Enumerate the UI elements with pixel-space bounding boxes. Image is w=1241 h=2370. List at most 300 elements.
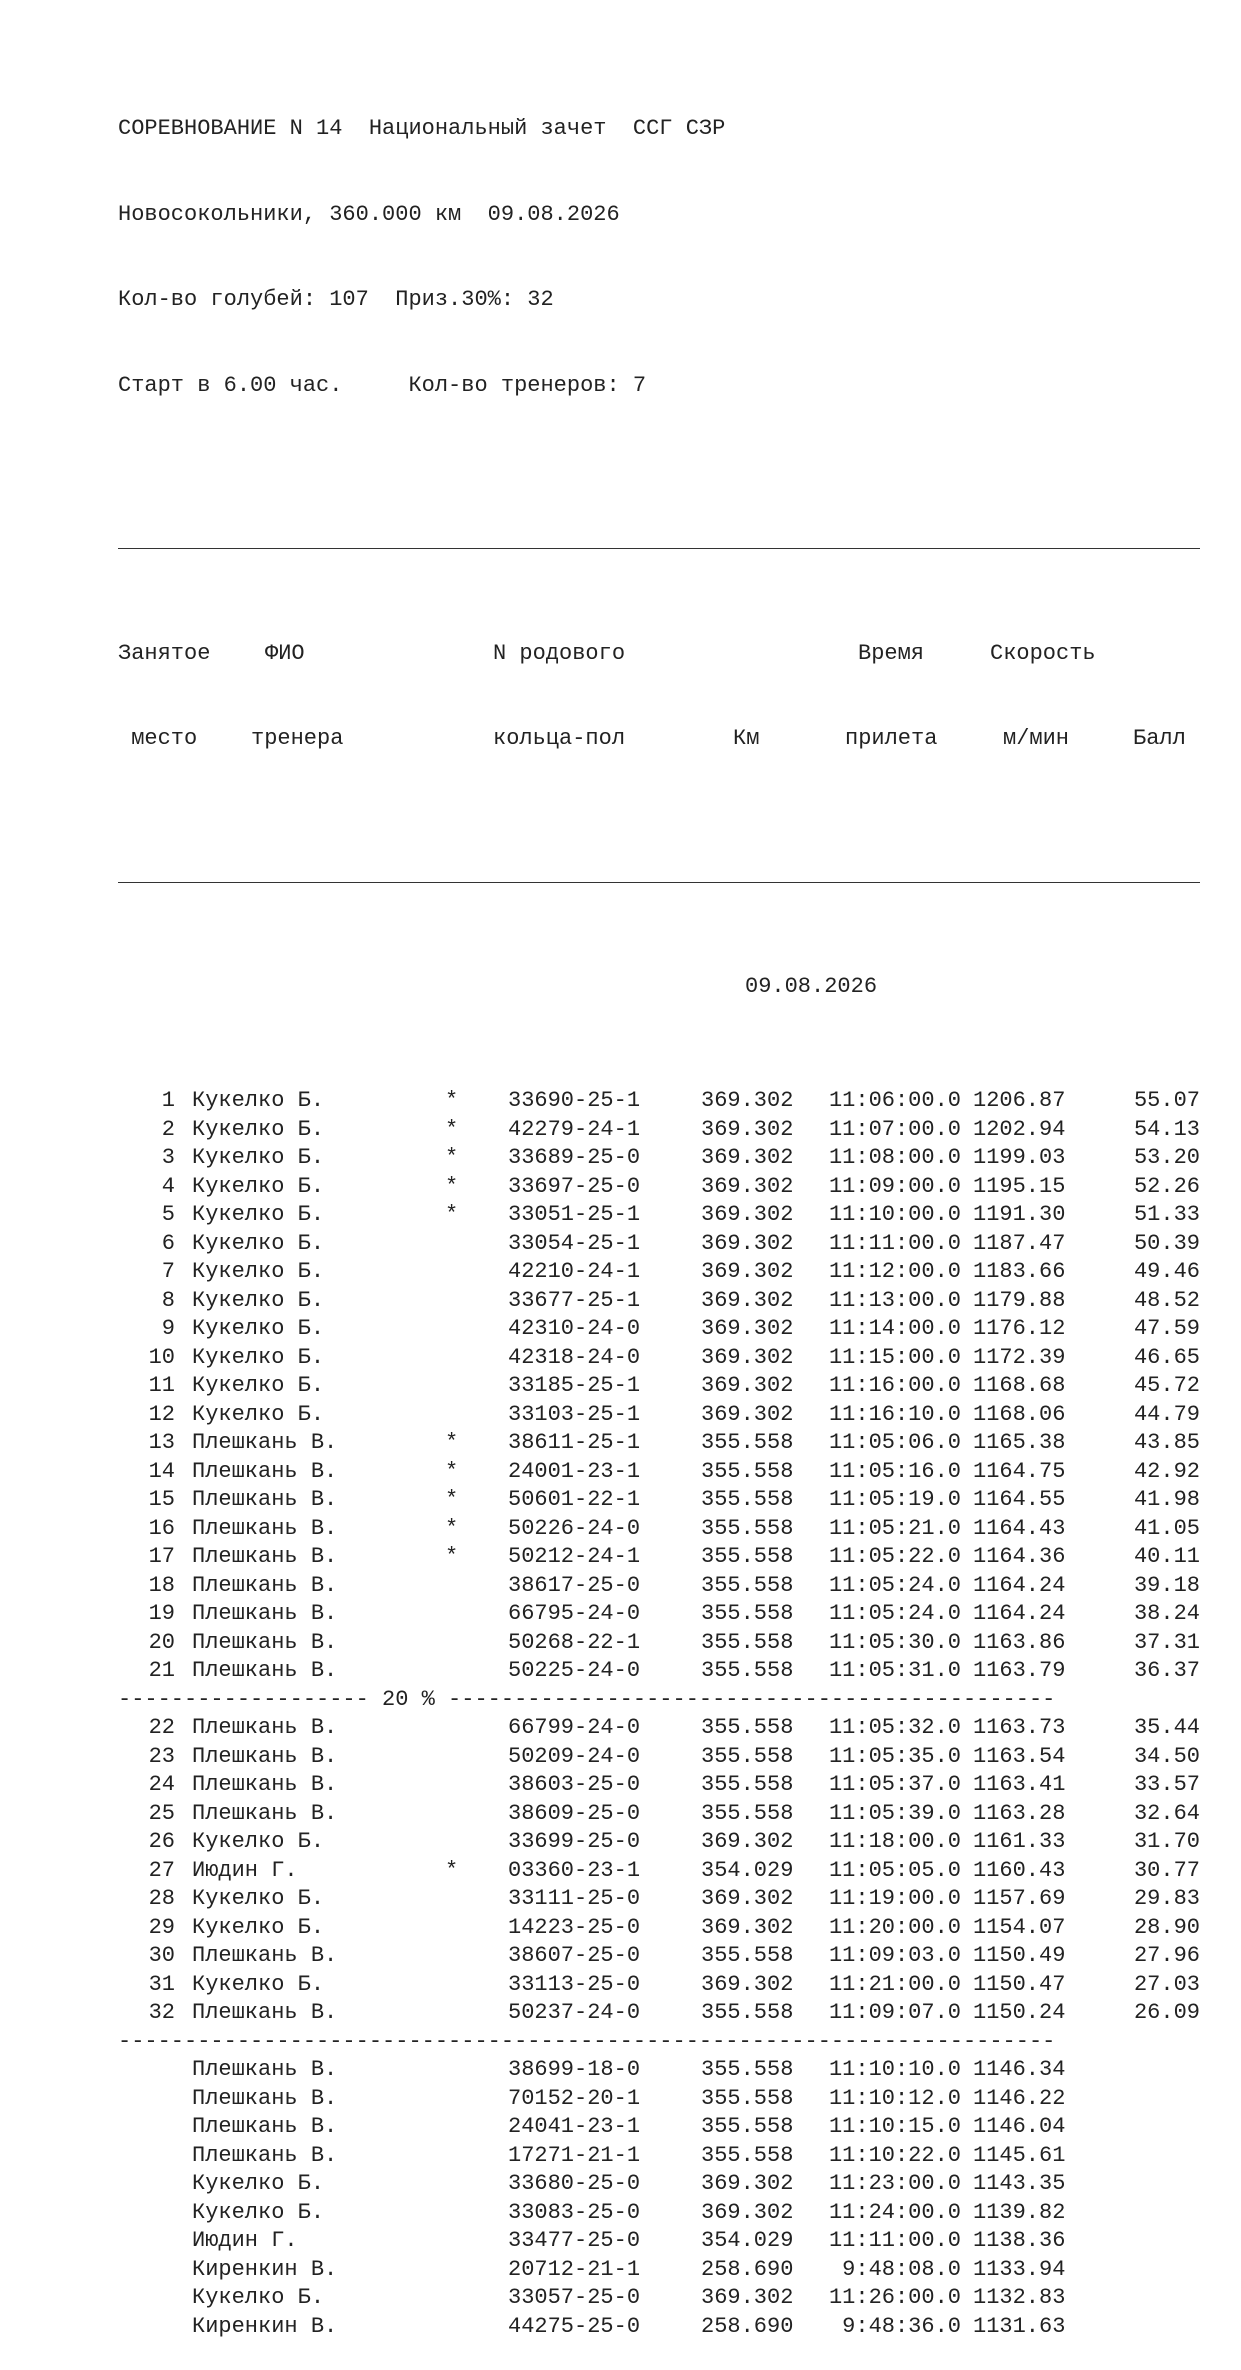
cell-points: 40.11 — [1133, 1544, 1200, 1569]
table-row — [118, 1914, 1200, 1943]
cell-km: 355.558 — [701, 2000, 794, 2025]
cell-km: 355.558 — [701, 1743, 794, 1769]
cell-km: 355.558 — [701, 2142, 794, 2168]
table-row — [118, 2142, 1066, 2171]
cell-star: * — [445, 1202, 459, 1227]
cell-name: Плешкань В. — [192, 1601, 338, 1626]
cell-speed: 1164.75 — [973, 1458, 1066, 1484]
cell-name: Плешкань В. — [192, 1515, 338, 1541]
cell-km: 355.558 — [701, 1458, 794, 1484]
cell-name: Плешкань В. — [192, 1458, 338, 1484]
cell-points: 43.85 — [1133, 1430, 1200, 1455]
cell-points: 30.77 — [1133, 1857, 1200, 1883]
cell-ring: 42279-24-1 — [508, 1116, 641, 1142]
cell-name: Кукелко Б. — [192, 1886, 325, 1911]
cell-star: * — [445, 1515, 459, 1541]
cell-km: 369.302 — [701, 1145, 794, 1170]
cell-km: 354.029 — [701, 2228, 794, 2253]
cell-place: 25 — [148, 1800, 175, 1826]
cell-ring: 70152-20-1 — [508, 2085, 641, 2111]
cell-points: 41.05 — [1133, 1515, 1200, 1541]
cell-place: 16 — [148, 1515, 175, 1541]
cell-points: 46.65 — [1133, 1344, 1200, 1370]
cell-speed: 1187.47 — [973, 1230, 1066, 1256]
cell-star: * — [445, 1857, 459, 1883]
cell-time: 11:05:24.0 — [828, 1572, 961, 1598]
cell-time: 11:15:00.0 — [828, 1344, 961, 1370]
cell-name: Киренкин В. — [192, 2313, 338, 2339]
cell-time: 11:10:12.0 — [828, 2085, 961, 2111]
cell-time: 11:09:00.0 — [828, 1173, 961, 1199]
cell-name: Июдин Г. — [192, 2228, 298, 2253]
cell-time: 11:20:00.0 — [828, 1914, 961, 1940]
cell-km: 355.558 — [701, 1601, 794, 1626]
cell-km: 355.558 — [701, 2114, 794, 2139]
table-row — [118, 1657, 1200, 1686]
cell-ring: 33690-25-1 — [508, 1088, 641, 1113]
table-row — [118, 2085, 1066, 2114]
cell-place: 10 — [148, 1344, 175, 1370]
cell-name: Плешкань В. — [192, 1715, 338, 1740]
cell-km: 369.302 — [701, 1344, 794, 1370]
cell-ring: 42318-24-0 — [508, 1344, 641, 1370]
cell-name: Плешкань В. — [192, 1487, 338, 1512]
cell-name: Плешкань В. — [192, 1800, 338, 1826]
table-row — [118, 2113, 1066, 2142]
header-location: Новосокольники, 360.000 км 09.08.2026 — [118, 201, 620, 227]
cell-place: 13 — [148, 1430, 175, 1455]
cell-place: 20 — [148, 1629, 175, 1655]
cell-place: 28 — [148, 1886, 175, 1911]
cell-ring: 38699-18-0 — [508, 2057, 641, 2082]
separator-line — [118, 2028, 1056, 2057]
cell-speed: 1163.79 — [973, 1658, 1066, 1683]
cell-name: Киренкин В. — [192, 2256, 338, 2282]
cell-ring: 33113-25-0 — [508, 1971, 641, 1997]
separator-text: ----------------------------------------------------------------------- — [118, 2028, 1056, 2054]
cell-km: 355.558 — [701, 1572, 794, 1598]
cell-km: 369.302 — [701, 1230, 794, 1256]
table-row — [118, 1287, 1200, 1316]
cell-ring: 66799-24-0 — [508, 1715, 641, 1740]
cell-points: 54.13 — [1133, 1116, 1200, 1142]
cell-name: Кукелко Б. — [192, 1202, 325, 1227]
cell-speed: 1168.68 — [973, 1373, 1066, 1398]
table-row — [118, 1771, 1200, 1800]
cell-points: 38.24 — [1133, 1601, 1200, 1626]
col-speed-label: Скорость — [990, 640, 1096, 666]
col-km-label: Км — [733, 726, 760, 751]
cell-place: 11 — [148, 1373, 175, 1398]
cell-ring: 33057-25-0 — [508, 2285, 641, 2310]
table-row — [118, 1201, 1200, 1230]
table-row — [118, 2313, 1066, 2342]
cell-speed: 1172.39 — [973, 1344, 1066, 1370]
table-row — [118, 2227, 1066, 2256]
col-time-label: Время — [858, 640, 925, 666]
cell-place: 1 — [161, 1088, 175, 1113]
cell-ring: 33477-25-0 — [508, 2228, 641, 2253]
table-row — [118, 1857, 1200, 1886]
cell-speed: 1163.28 — [973, 1800, 1066, 1826]
cell-ring: 03360-23-1 — [508, 1857, 641, 1883]
cell-speed: 1183.66 — [973, 1259, 1066, 1284]
cell-name: Плешкань В. — [192, 2000, 338, 2025]
cell-points: 50.39 — [1133, 1230, 1200, 1256]
cell-points: 31.70 — [1133, 1829, 1200, 1854]
cell-ring: 38617-25-0 — [508, 1572, 641, 1598]
cell-name: Кукелко Б. — [192, 2199, 325, 2225]
cell-speed: 1199.03 — [973, 1145, 1066, 1170]
cell-name: Плешкань В. — [192, 2085, 338, 2111]
cell-ring: 42310-24-0 — [508, 1316, 641, 1341]
cell-speed: 1164.24 — [973, 1572, 1066, 1598]
table-row — [118, 1714, 1200, 1743]
cell-km: 355.558 — [701, 1800, 794, 1826]
table-row — [118, 1942, 1200, 1971]
cell-points: 26.09 — [1133, 2000, 1200, 2025]
cell-speed: 1132.83 — [973, 2285, 1066, 2310]
separator-text: ------------------- 20 % ---------------------------------------------- — [118, 1686, 1056, 1712]
cell-ring: 33083-25-0 — [508, 2199, 641, 2225]
table-row — [118, 2256, 1066, 2285]
table-row — [118, 2199, 1066, 2228]
cell-time: 11:05:37.0 — [828, 1772, 961, 1797]
cell-place: 9 — [161, 1316, 175, 1341]
cell-place: 5 — [161, 1202, 175, 1227]
cell-km: 369.302 — [701, 1202, 794, 1227]
col-place-label-2: место — [118, 726, 198, 751]
cell-speed: 1163.54 — [973, 1743, 1066, 1769]
cell-speed: 1195.15 — [973, 1173, 1066, 1199]
cell-speed: 1133.94 — [973, 2256, 1066, 2282]
cell-name: Кукелко Б. — [192, 1173, 325, 1199]
cell-km: 369.302 — [701, 2285, 794, 2310]
cell-place: 6 — [161, 1230, 175, 1256]
cell-time: 11:09:07.0 — [828, 2000, 961, 2025]
cell-place: 27 — [148, 1857, 175, 1883]
cell-km: 369.302 — [701, 1316, 794, 1341]
cell-speed: 1163.86 — [973, 1629, 1066, 1655]
cell-place: 30 — [148, 1943, 175, 1968]
cell-speed: 1163.41 — [973, 1772, 1066, 1797]
cell-speed: 1131.63 — [973, 2313, 1066, 2339]
cell-ring: 33054-25-1 — [508, 1230, 641, 1256]
cell-ring: 14223-25-0 — [508, 1914, 641, 1940]
cell-speed: 1150.47 — [973, 1971, 1066, 1997]
cell-place: 26 — [148, 1829, 175, 1854]
table-row — [118, 1600, 1200, 1629]
cell-place: 19 — [148, 1601, 175, 1626]
table-row — [118, 1116, 1200, 1145]
cell-place: 22 — [148, 1715, 175, 1740]
cell-ring: 38603-25-0 — [508, 1772, 641, 1797]
header-title: СОРЕВНОВАНИЕ N 14 Национальный зачет ССГ СЗР — [118, 116, 726, 141]
cell-ring: 50601-22-1 — [508, 1487, 641, 1512]
cell-name: Кукелко Б. — [192, 1088, 325, 1113]
cell-ring: 33689-25-0 — [508, 1145, 641, 1170]
cell-name: Июдин Г. — [192, 1857, 298, 1883]
cell-km: 369.302 — [701, 2199, 794, 2225]
cell-time: 11:09:03.0 — [828, 1943, 961, 1968]
cell-place: 24 — [148, 1772, 175, 1797]
cell-points: 35.44 — [1133, 1715, 1200, 1740]
cell-points: 45.72 — [1133, 1373, 1200, 1398]
cell-points: 27.96 — [1133, 1943, 1200, 1968]
col-speed-label-2: м/мин — [1003, 726, 1070, 751]
cell-time: 11:05:32.0 — [828, 1715, 961, 1740]
cell-km: 369.302 — [701, 1259, 794, 1284]
table-row — [118, 1572, 1200, 1601]
cell-time: 11:21:00.0 — [828, 1971, 961, 1997]
table-row — [118, 2056, 1066, 2085]
cell-name: Плешкань В. — [192, 1743, 338, 1769]
cell-place: 18 — [148, 1572, 175, 1598]
col-time-label-2: прилета — [845, 726, 938, 751]
cell-points: 27.03 — [1133, 1971, 1200, 1997]
table-row — [118, 1144, 1200, 1173]
cell-time: 11:05:21.0 — [828, 1515, 961, 1541]
cell-ring: 38607-25-0 — [508, 1943, 641, 1968]
table-row — [118, 1543, 1200, 1572]
cell-speed: 1165.38 — [973, 1430, 1066, 1455]
cell-km: 355.558 — [701, 1544, 794, 1569]
cell-place: 21 — [148, 1658, 175, 1683]
cell-time: 11:05:22.0 — [828, 1544, 961, 1569]
cell-name: Кукелко Б. — [192, 1116, 325, 1142]
cell-name: Кукелко Б. — [192, 1316, 325, 1341]
cell-points: 41.98 — [1133, 1487, 1200, 1512]
cell-time: 9:48:36.0 — [842, 2313, 961, 2339]
cell-km: 355.558 — [701, 1715, 794, 1740]
cell-speed: 1168.06 — [973, 1401, 1066, 1427]
cell-speed: 1202.94 — [973, 1116, 1066, 1142]
table-row — [118, 1800, 1200, 1829]
cell-points: 39.18 — [1133, 1572, 1200, 1598]
cell-time: 11:08:00.0 — [828, 1145, 961, 1170]
cell-time: 11:16:10.0 — [828, 1401, 961, 1427]
cell-points: 49.46 — [1133, 1259, 1200, 1284]
cell-star: * — [445, 1487, 459, 1512]
cell-name: Плешкань В. — [192, 1544, 338, 1569]
cell-points: 42.92 — [1133, 1458, 1200, 1484]
cell-time: 11:05:30.0 — [828, 1629, 961, 1655]
cell-ring: 50237-24-0 — [508, 2000, 641, 2025]
date-label: 09.08.2026 — [745, 974, 878, 999]
header-rule — [118, 876, 725, 888]
cell-time: 11:06:00.0 — [828, 1088, 961, 1113]
cell-time: 11:10:15.0 — [828, 2114, 961, 2139]
cell-ring: 50225-24-0 — [508, 1658, 641, 1683]
cell-time: 11:05:06.0 — [828, 1430, 961, 1455]
cell-km: 355.558 — [701, 2057, 794, 2082]
cell-time: 11:18:00.0 — [828, 1829, 961, 1854]
table-row — [118, 1173, 1200, 1202]
cell-place: 14 — [148, 1458, 175, 1484]
cell-speed: 1145.61 — [973, 2142, 1066, 2168]
cell-time: 11:23:00.0 — [828, 2171, 961, 2196]
cell-name: Плешкань В. — [192, 2057, 338, 2082]
results-document — [118, 58, 1200, 2370]
cell-points: 32.64 — [1133, 1800, 1200, 1826]
cell-star: * — [445, 1145, 459, 1170]
table-row — [118, 1515, 1200, 1544]
table-row — [118, 1885, 1200, 1914]
cell-place: 7 — [161, 1259, 175, 1284]
cell-ring: 33103-25-1 — [508, 1401, 641, 1427]
column-header-row-2 — [118, 725, 1186, 754]
cell-speed: 1146.22 — [973, 2085, 1066, 2111]
col-place-label: Занятое — [118, 640, 211, 666]
table-row — [118, 1315, 1200, 1344]
cell-points: 36.37 — [1133, 1658, 1200, 1683]
cell-ring: 66795-24-0 — [508, 1601, 641, 1626]
column-header-row-1 — [118, 640, 1096, 669]
cell-time: 11:05:39.0 — [828, 1800, 961, 1826]
cell-km: 369.302 — [701, 1373, 794, 1398]
col-points-label: Балл — [1133, 726, 1186, 751]
cell-points: 28.90 — [1133, 1914, 1200, 1940]
cell-time: 11:19:00.0 — [828, 1886, 961, 1911]
cell-ring: 20712-21-1 — [508, 2256, 641, 2282]
cell-time: 11:12:00.0 — [828, 1259, 961, 1284]
cell-km: 355.558 — [701, 1515, 794, 1541]
cell-km: 369.302 — [701, 2171, 794, 2196]
table-row — [118, 2284, 1066, 2313]
cell-time: 11:05:16.0 — [828, 1458, 961, 1484]
cell-name: Плешкань В. — [192, 1572, 338, 1598]
cell-name: Плешкань В. — [192, 1943, 338, 1968]
cell-points: 55.07 — [1133, 1088, 1200, 1113]
cell-name: Кукелко Б. — [192, 2285, 325, 2310]
cell-name: Плешкань В. — [192, 2114, 338, 2139]
cell-ring: 24001-23-1 — [508, 1458, 641, 1484]
cell-ring: 33699-25-0 — [508, 1829, 641, 1854]
cell-name: Плешкань В. — [192, 1658, 338, 1683]
cell-speed: 1150.49 — [973, 1943, 1066, 1968]
cell-place: 31 — [148, 1971, 175, 1997]
cell-km: 369.302 — [701, 1173, 794, 1199]
cell-place: 23 — [148, 1743, 175, 1769]
cell-name: Кукелко Б. — [192, 1230, 325, 1256]
cell-time: 11:16:00.0 — [828, 1373, 961, 1398]
cell-km: 369.302 — [701, 1886, 794, 1911]
table-row — [118, 1486, 1200, 1515]
cell-place: 8 — [161, 1287, 175, 1313]
cell-km: 369.302 — [701, 1971, 794, 1997]
header-start: Старт в 6.00 час. Кол-во тренеров: 7 — [118, 372, 647, 398]
table-row — [118, 1258, 1200, 1287]
table-row — [118, 1087, 1200, 1116]
cell-speed: 1146.04 — [973, 2114, 1066, 2139]
cell-km: 354.029 — [701, 1857, 794, 1883]
cell-km: 369.302 — [701, 1401, 794, 1427]
cell-speed: 1150.24 — [973, 2000, 1066, 2025]
cell-ring: 42210-24-1 — [508, 1259, 641, 1284]
cell-name: Кукелко Б. — [192, 1145, 325, 1170]
cell-ring: 38611-25-1 — [508, 1430, 641, 1455]
cell-time: 11:05:19.0 — [828, 1487, 961, 1512]
cell-place: 3 — [161, 1145, 175, 1170]
cell-km: 355.558 — [701, 1772, 794, 1797]
cell-time: 11:10:10.0 — [828, 2057, 961, 2082]
cell-km: 258.690 — [701, 2313, 794, 2339]
cell-ring: 44275-25-0 — [508, 2313, 641, 2339]
results-table — [118, 1087, 1200, 2341]
cell-km: 355.558 — [701, 1487, 794, 1512]
cell-km: 258.690 — [701, 2256, 794, 2282]
cell-ring: 17271-21-1 — [508, 2142, 641, 2168]
cell-name: Кукелко Б. — [192, 1373, 325, 1398]
cell-km: 355.558 — [701, 1430, 794, 1455]
table-row — [118, 1743, 1200, 1772]
cell-speed: 1154.07 — [973, 1914, 1066, 1940]
cell-place: 32 — [148, 2000, 175, 2025]
cell-time: 9:48:08.0 — [842, 2256, 961, 2282]
cell-star: * — [445, 1088, 459, 1113]
cell-name: Кукелко Б. — [192, 1829, 325, 1854]
cell-name: Плешкань В. — [192, 1629, 338, 1655]
cell-name: Плешкань В. — [192, 1430, 338, 1455]
col-ring-label: N родового — [493, 640, 626, 666]
cell-points: 37.31 — [1133, 1629, 1200, 1655]
cell-time: 11:11:00.0 — [828, 2228, 961, 2253]
cell-name: Плешкань В. — [192, 2142, 338, 2168]
cell-ring: 50212-24-1 — [508, 1544, 641, 1569]
cell-speed: 1191.30 — [973, 1202, 1066, 1227]
separator-line — [118, 1686, 1056, 1715]
table-row — [118, 1230, 1200, 1259]
cell-star: * — [445, 1544, 459, 1569]
cell-ring: 33697-25-0 — [508, 1173, 641, 1199]
table-row — [118, 1629, 1200, 1658]
cell-time: 11:05:31.0 — [828, 1658, 961, 1683]
cell-place: 2 — [161, 1116, 175, 1142]
cell-time: 11:24:00.0 — [828, 2199, 961, 2225]
cell-place: 29 — [148, 1914, 175, 1940]
cell-name: Кукелко Б. — [192, 2171, 325, 2196]
table-row — [118, 1828, 1200, 1857]
cell-points: 33.57 — [1133, 1772, 1200, 1797]
cell-name: Кукелко Б. — [192, 1287, 325, 1313]
cell-ring: 50209-24-0 — [508, 1743, 641, 1769]
cell-name: Кукелко Б. — [192, 1344, 325, 1370]
cell-star: * — [445, 1116, 459, 1142]
cell-place: 15 — [148, 1487, 175, 1512]
cell-time: 11:26:00.0 — [828, 2285, 961, 2310]
cell-time: 11:05:35.0 — [828, 1743, 961, 1769]
cell-km: 369.302 — [701, 1829, 794, 1854]
cell-speed: 1164.55 — [973, 1487, 1066, 1512]
cell-km: 355.558 — [701, 2085, 794, 2111]
cell-points: 34.50 — [1133, 1743, 1200, 1769]
cell-time: 11:07:00.0 — [828, 1116, 961, 1142]
cell-ring: 33680-25-0 — [508, 2171, 641, 2196]
cell-km: 369.302 — [701, 1287, 794, 1313]
cell-time: 11:11:00.0 — [828, 1230, 961, 1256]
cell-star: * — [445, 1430, 459, 1455]
cell-time: 11:05:24.0 — [828, 1601, 961, 1626]
cell-points: 48.52 — [1133, 1287, 1200, 1313]
cell-points: 52.26 — [1133, 1173, 1200, 1199]
cell-place: 12 — [148, 1401, 175, 1427]
cell-ring: 50226-24-0 — [508, 1515, 641, 1541]
cell-speed: 1161.33 — [973, 1829, 1066, 1854]
table-row — [118, 1971, 1200, 2000]
table-row — [118, 2170, 1066, 2199]
cell-star: * — [445, 1173, 459, 1199]
cell-speed: 1146.34 — [973, 2057, 1066, 2082]
